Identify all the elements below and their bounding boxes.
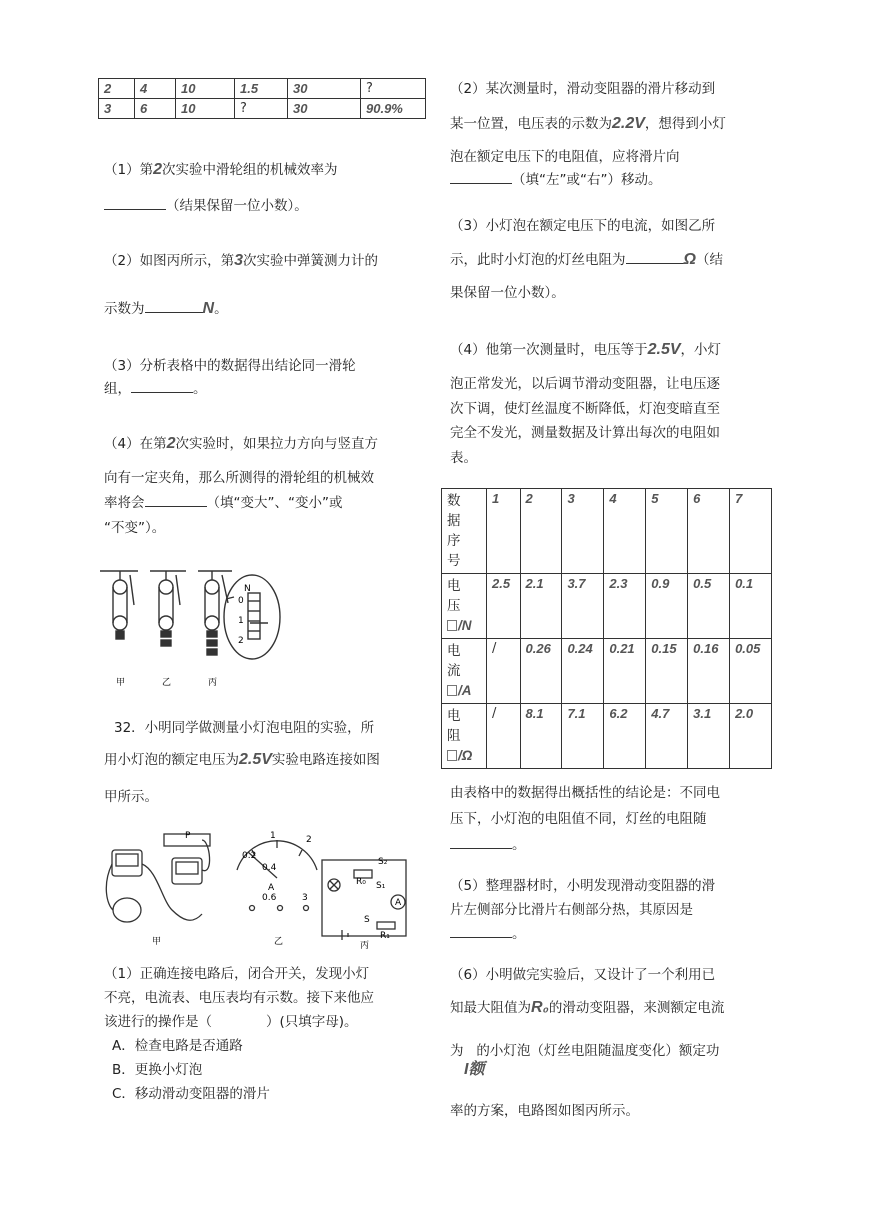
table-cell: 3 (99, 99, 135, 119)
text: 的滑动变阻器，来测额定电流 (548, 1000, 725, 1016)
text: 果保留一位小数）。 (450, 285, 565, 301)
question-1 (104, 158, 338, 182)
text: 片左侧部分比滑片右侧部分热，其原因是 (450, 902, 693, 918)
table-row (99, 79, 426, 99)
text: 实验电路连接如图 (271, 752, 380, 768)
table-cell: 1 (487, 489, 521, 574)
answer-blank[interactable] (104, 195, 166, 210)
table-row (99, 99, 426, 119)
table-cell: 0.9 (646, 574, 688, 639)
row-header-current (442, 639, 487, 704)
question-2 (104, 249, 378, 273)
table-cell: 0.21 (604, 639, 646, 704)
text: 号 (447, 553, 461, 569)
question-32-line2 (104, 748, 380, 772)
text: （3）小灯泡在额定电压下的电流，如图乙所 (450, 218, 716, 234)
text: 示数为 (104, 301, 145, 317)
table-cell: 6 (135, 99, 176, 119)
table-cell: 3 (562, 489, 604, 574)
circuit-label: R₁ (380, 931, 390, 941)
math: 2.2V (612, 115, 645, 132)
text: 据 (447, 513, 461, 529)
dial-label: 1 (270, 831, 276, 841)
figure-label: 乙 (162, 678, 172, 688)
row-header-voltage (442, 574, 487, 639)
option-a[interactable]: A．检查电路是否通路 (112, 1038, 243, 1054)
unit: N (202, 300, 215, 317)
dial-label: A (268, 883, 275, 893)
circuit-label: S₂ (378, 857, 388, 867)
question-3 (104, 355, 356, 401)
r-question-4-cont (450, 372, 720, 470)
table-cell: 3.7 (562, 574, 604, 639)
figure-label: 丙 (360, 941, 370, 950)
table-cell: 0.16 (688, 639, 730, 704)
table-cell: 0.26 (520, 639, 562, 704)
text: （1）第 (104, 162, 154, 178)
figure-label: 乙 (274, 937, 284, 947)
efficiency-table (98, 78, 426, 119)
table-cell: 6.2 (604, 704, 646, 769)
text: 。 (512, 837, 526, 853)
text: 。 (512, 926, 526, 942)
table-cell: 0.1 (730, 574, 772, 639)
table-cell: 2.3 (604, 574, 646, 639)
scale-label: 2 (238, 636, 244, 646)
figure-label: 甲 (116, 678, 126, 688)
math: 2 (153, 161, 162, 178)
text: （6）小明做完实验后，又设计了一个利用已 (450, 967, 716, 983)
placeholder-box-icon (447, 620, 457, 631)
placeholder-box-icon (447, 685, 457, 696)
scale-label: N (244, 584, 251, 594)
text: 甲所示。 (104, 789, 158, 805)
answer-blank[interactable] (450, 169, 512, 184)
table-cell: 0.5 (688, 574, 730, 639)
text: （3）分析表格中的数据得出结论同一滑轮 (104, 358, 356, 374)
text: 不亮，电流表、电压表均有示数。接下来他应 (104, 990, 374, 1006)
conclusion (450, 780, 720, 858)
text: 的小灯泡（灯丝电阻随温度变化）额定功 (476, 1043, 720, 1059)
r-question-3-line2 (450, 248, 723, 272)
text: 数 (447, 493, 461, 509)
answer-blank[interactable] (145, 492, 207, 507)
question-2-line2 (104, 297, 228, 321)
text: 次实验中滑轮组的机械效率为 (162, 162, 338, 178)
table-cell: 30 (288, 79, 361, 99)
question-4-cont (104, 466, 374, 541)
text: 某一位置，电压表的示数为 (450, 116, 612, 132)
row-header-resistance (442, 704, 487, 769)
table-cell: 4.7 (646, 704, 688, 769)
table-cell: 2 (99, 79, 135, 99)
table-cell: 4 (135, 79, 176, 99)
table-cell: ? (361, 79, 426, 99)
math: 2 (166, 435, 176, 452)
unit: /A (458, 683, 472, 698)
text: 向有一定夹角，那么所测得的滑轮组的机械效 (104, 470, 374, 486)
scale-label: 1 (238, 616, 244, 626)
text: ，想得到小灯 (644, 116, 726, 132)
math: R₀ (531, 999, 549, 1016)
text: 完全不发光，测量数据及计算出每次的电阻如 (450, 425, 720, 441)
table-cell: 6 (688, 489, 730, 574)
r-question-6 (450, 964, 715, 987)
text: （填“左”或“右”）移动。 (512, 172, 662, 188)
unit: /N (458, 618, 472, 633)
scale-label: 0 (238, 596, 244, 606)
option-b[interactable]: B．更换小灯泡 (112, 1062, 203, 1078)
table-cell: / (487, 639, 521, 704)
text: 电 (447, 578, 461, 594)
question-1-line2 (104, 195, 308, 218)
table-row (442, 639, 772, 704)
table-cell: 4 (604, 489, 646, 574)
text: 次实验时，如果拉力方向与竖直方 (175, 436, 378, 452)
math: 3 (234, 252, 243, 269)
r-question-6-line4 (450, 1100, 639, 1123)
text: 表。 (450, 449, 477, 466)
table-cell: 10 (176, 99, 235, 119)
text: 序 (447, 533, 461, 549)
text: “不变”）。 (104, 520, 166, 536)
circuit-label: R₀ (356, 877, 366, 887)
text: 知最大阻值为 (450, 1000, 531, 1016)
r-question-3-line3 (450, 282, 565, 305)
r-question-4 (450, 338, 721, 362)
table-cell: 1.5 (235, 79, 288, 99)
r-question-2-line2 (450, 112, 726, 136)
table-cell: 2.0 (730, 704, 772, 769)
option-c[interactable]: C．移动滑动变阻器的滑片 (112, 1086, 270, 1102)
question-32-line3 (104, 786, 158, 809)
unit: /Ω (458, 748, 473, 763)
row-header-seq (442, 489, 487, 574)
text: 压下，小灯泡的电阻值不同，灯丝的电阻随 (450, 811, 707, 827)
text: 电 (447, 708, 461, 724)
text: （4）他第一次测量时，电压等于 (450, 342, 648, 358)
text: （填“变大”、“变小”或 (206, 495, 343, 511)
table-cell: 2 (520, 489, 562, 574)
table-cell: 2.5 (487, 574, 521, 639)
placeholder-box-icon (447, 750, 457, 761)
table-cell: 2.1 (520, 574, 562, 639)
table-row (442, 704, 772, 769)
math: 2.5V (239, 751, 272, 768)
text: 泡正常发光，以后调节滑动变阻器，让电压逐 (450, 376, 720, 392)
answer-blank[interactable] (145, 298, 203, 313)
text: 组， (104, 381, 131, 397)
text: 压 (447, 598, 461, 614)
text: 示，此时小灯泡的灯丝电阻为 (450, 252, 626, 268)
table-cell: 7 (730, 489, 772, 574)
circuit-figure (102, 830, 412, 950)
text: （结果保留一位小数）。 (166, 198, 308, 214)
circuit-label: S₁ (376, 881, 386, 891)
table-cell: 90.9% (361, 99, 426, 119)
figure-label: 丙 (208, 678, 218, 688)
answer-blank[interactable] (450, 834, 512, 849)
table-cell: 8.1 (520, 704, 562, 769)
text: 。 (214, 301, 228, 317)
math: 2.5V (647, 341, 681, 358)
text: （1）正确连接电路后，闭合开关，发现小灯 (104, 966, 370, 982)
table-cell: 3.1 (688, 704, 730, 769)
text: （4）在第 (104, 436, 167, 452)
text: 阻 (447, 728, 461, 744)
circuit-label: P (185, 831, 191, 841)
text: 。 (193, 381, 207, 397)
text: 次实验中弹簧测力计的 (243, 253, 378, 269)
text: 电 (447, 643, 461, 659)
table-cell: / (487, 704, 521, 769)
r-question-6-sym (464, 1058, 484, 1082)
text: （2）某次测量时，滑动变阻器的滑片移动到 (450, 81, 716, 97)
circuit-label: S (364, 915, 370, 925)
question-32 (114, 716, 374, 741)
table-row (442, 574, 772, 639)
table-cell: 0.15 (646, 639, 688, 704)
table-cell: 7.1 (562, 704, 604, 769)
text: 用小灯泡的额定电压为 (104, 752, 239, 768)
text: 该进行的操作是（ ）(只填字母)。 (104, 1014, 358, 1030)
measurement-table (441, 488, 772, 769)
table-cell: ? (235, 99, 288, 119)
r-question-3 (450, 215, 715, 238)
dial-label: 0.2 (242, 851, 257, 861)
table-cell: 30 (288, 99, 361, 119)
text: 由表格中的数据得出概括性的结论是：不同电 (450, 785, 720, 801)
dial-label: 2 (306, 835, 312, 845)
text: 次下调，使灯丝温度不断降低，灯泡变暗直至 (450, 400, 720, 417)
text: 流 (447, 663, 461, 679)
r-question-2 (450, 78, 715, 101)
unit: Ω (683, 251, 696, 268)
table-row (442, 489, 772, 574)
text: 率的方案，电路图如图丙所示。 (450, 1103, 639, 1119)
dial-label: 3 (302, 893, 308, 903)
r-question-6-line3 (450, 1040, 719, 1063)
question-4 (104, 432, 378, 456)
text: 为 (450, 1043, 464, 1059)
r-question-6-line2 (450, 996, 724, 1020)
answer-blank[interactable] (131, 378, 193, 393)
r-question-2-line3 (450, 146, 680, 192)
circuit-label: A (395, 898, 402, 908)
table-cell: 10 (176, 79, 235, 99)
answer-blank[interactable] (626, 249, 684, 264)
table-cell: 0.05 (730, 639, 772, 704)
text: 率将会 (104, 495, 145, 511)
pulley-figure (100, 565, 290, 690)
text: （结 (696, 252, 723, 268)
text: ，小灯 (680, 342, 722, 358)
math: I额 (464, 1061, 485, 1078)
table-cell: 0.24 (562, 639, 604, 704)
dial-label: 0.6 (262, 893, 277, 903)
text: （2）如图丙所示，第 (104, 253, 235, 269)
text: 泡在额定电压下的电阻值，应将滑片向 (450, 149, 680, 165)
r-question-5 (450, 874, 715, 946)
text: 32．小明同学做测量小灯泡电阻的实验，所 (114, 720, 375, 736)
figure-label: 甲 (152, 937, 162, 947)
table-cell: 5 (646, 489, 688, 574)
part-1 (104, 962, 374, 1106)
text: （5）整理器材时，小明发现滑动变阻器的滑 (450, 878, 716, 894)
answer-blank[interactable] (450, 923, 512, 938)
dial-label: 0.4 (262, 863, 277, 873)
